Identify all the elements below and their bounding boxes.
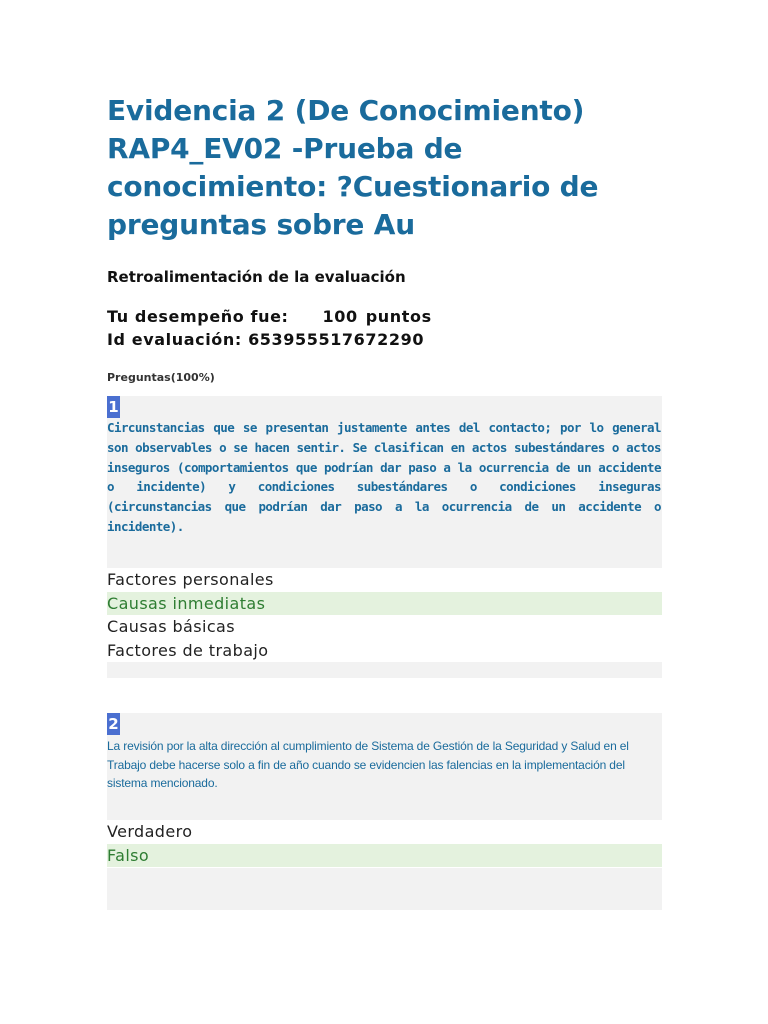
evaluation-id-value: 653955517672290 xyxy=(248,330,425,349)
evaluation-id-label: Id evaluación: xyxy=(107,330,242,349)
score-unit: puntos xyxy=(365,307,432,326)
question-1 xyxy=(107,396,662,678)
answer-option[interactable]: Verdadero xyxy=(107,820,662,844)
answer-option[interactable]: Causas básicas xyxy=(107,615,662,639)
score-label: Tu desempeño fue: xyxy=(107,307,289,326)
page-title: Evidencia 2 (De Conocimiento) RAP4_EV02 -Prueba de conocimiento: ?Cuestionario de preguntas sobre Au xyxy=(107,94,599,241)
evaluation-id-line xyxy=(107,328,432,351)
answer-list xyxy=(107,820,662,867)
question-number-badge: 2 xyxy=(108,715,119,733)
answer-option[interactable]: Factores personales xyxy=(107,568,662,592)
question-text: Circunstancias que se presentan justamente antes del contacto; por lo general son observables o se hacen sentir. Se clasifican en actos subestándares o actos inseguros (comportamientos que podrían dar paso a la ocurrencia de un accidente o incidente) y condiciones subestándares o condiciones inseguras (circunstancias que podrían dar paso a la ocurrencia de un accidente o incidente). xyxy=(107,420,661,534)
questions-percentage-label: Preguntas(100%) xyxy=(107,371,215,384)
answer-divider xyxy=(107,867,662,868)
score-value: 100 xyxy=(322,307,358,326)
answer-option-correct[interactable]: Causas inmediatas xyxy=(107,592,662,616)
answer-option-correct[interactable]: Falso xyxy=(107,844,662,868)
feedback-heading: Retroalimentación de la evaluación xyxy=(107,268,406,286)
score-line xyxy=(107,305,432,328)
question-number-badge: 1 xyxy=(108,398,119,416)
question-text: La revisión por la alta dirección al cumplimiento de Sistema de Gestión de la Seguridad y Salud en el Trabajo debe hacerse solo a fin de año cuando se evidencien las falencias en la implementación del sistema mencionado. xyxy=(107,739,629,790)
answer-list xyxy=(107,568,662,662)
answer-option[interactable]: Factores de trabajo xyxy=(107,639,662,663)
question-2 xyxy=(107,713,662,910)
score-summary xyxy=(107,305,432,351)
